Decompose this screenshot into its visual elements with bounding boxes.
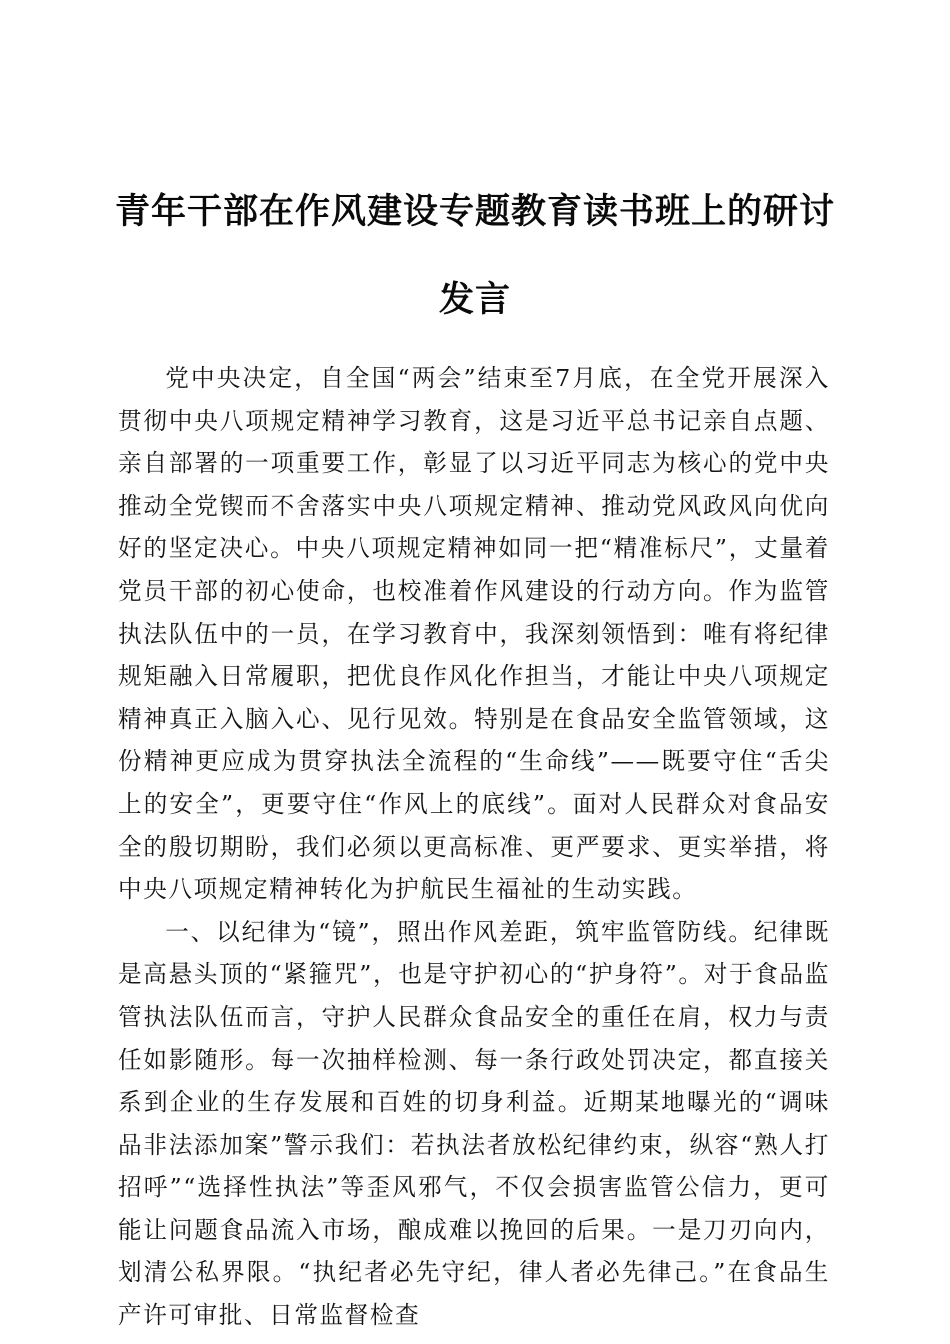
title-line-1: 青年干部在作风建设专题教育读书班上的研讨 bbox=[114, 191, 835, 232]
paragraph-section-1: 一、以纪律为“镜”，照出作风差距，筑牢监管防线。纪律既是高悬头顶的“紧箍咒”，也是守护初心的“护身符”。对于食品监管执法队伍而言，守护人民群众食品安全的重任在肩，权力与责任如影随形。每一次抽样检测、每一条行政处罚决定，都直接关系到企业的生存发展和百姓的切身利益。近期某地曝光的“调味品非法添加案”警示我们：若执法者放松纪律约束，纵容“熟人打招呼”“选择性执法”等歪风邪气，不仅会损害监管公信力，更可能让问题食品流入市场，酿成难以挽回的后果。一是刀刃向内，划清公私界限。“执纪者必先守纪，律人者必先律己。”在食品生产许可审批、日常监督检查 bbox=[118, 917, 830, 1330]
document-title bbox=[100, 168, 850, 344]
document-body bbox=[118, 357, 830, 1337]
title-line-2: 发言 bbox=[438, 279, 511, 320]
paragraph-intro: 党中央决定，自全国“两会”结束至7月底，在全党开展深入贯彻中央八项规定精神学习教育，这是习近平总书记亲自点题、亲自部署的一项重要工作，彰显了以习近平同志为核心的党中央推动全党锲而不舍落实中央八项规定精神、推动党风政风向优向好的坚定决心。中央八项规定精神如同一把“精准标尺”，丈量着党员干部的初心使命，也校准着作风建设的行动方向。作为监管执法队伍中的一员，在学习教育中，我深刻领悟到：唯有将纪律规矩融入日常履职，把优良作风化作担当，才能让中央八项规定精神真正入脑入心、见行见效。特别是在食品安全监管领域，这份精神更应成为贯穿执法全流程的“生命线”——既要守住“舌尖上的安全”，更要守住“作风上的底线”。面对人民群众对食品安全的殷切期盼，我们必须以更高标准、更严要求、更实举措，将中央八项规定精神转化为护航民生福祉的生动实践。 bbox=[118, 364, 830, 904]
